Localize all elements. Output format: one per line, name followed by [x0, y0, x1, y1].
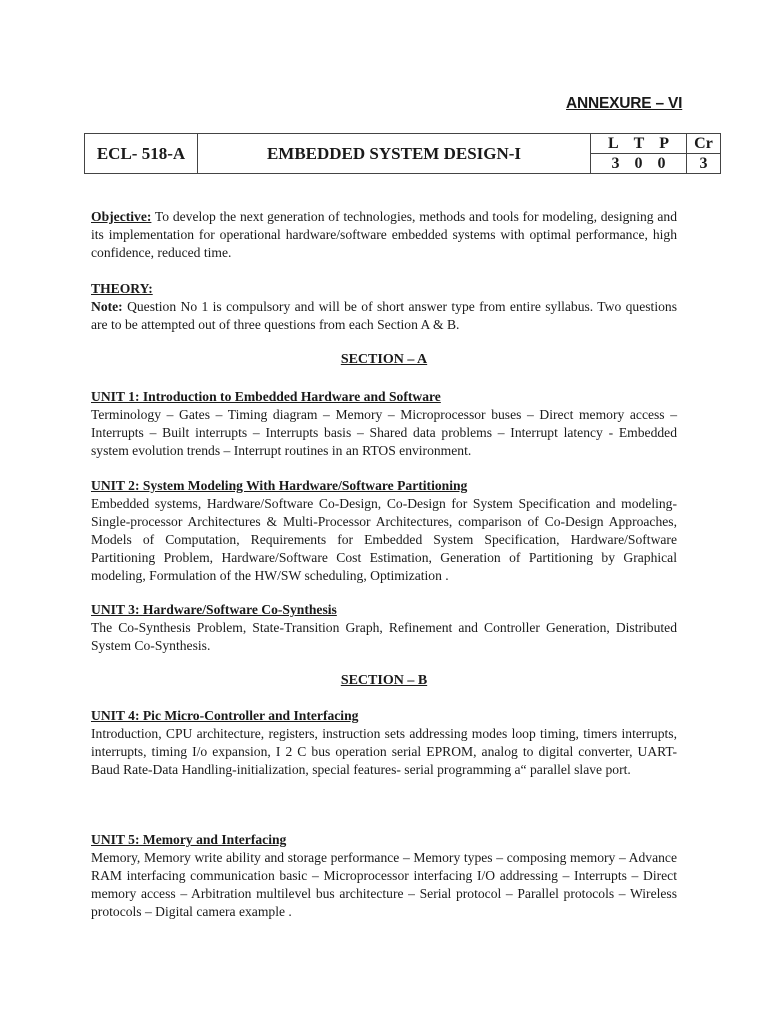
theory-heading: THEORY: [91, 281, 153, 296]
ltp-header-p: P [659, 134, 670, 152]
unit-2-title: UNIT 2: System Modeling With Hardware/Software Partitioning [91, 478, 468, 493]
objective-label: Objective: [91, 209, 152, 224]
note-paragraph [91, 298, 677, 334]
unit-1-body: Terminology – Gates – Timing diagram – Memory – Microprocessor buses – Direct memory access – Interrupts – Built interrupts – Interrupts basis – Shared data problems – Interrupt latency - Embedded system evolution trends – Interrupt routines in an RTOS environment. [91, 407, 677, 458]
course-code: ECL- 518-A [85, 134, 198, 174]
cr-header: Cr [687, 134, 721, 154]
unit-3-title: UNIT 3: Hardware/Software Co-Synthesis [91, 602, 337, 617]
ltp-header [591, 134, 687, 154]
course-title: EMBEDDED SYSTEM DESIGN-I [198, 134, 591, 174]
ltp-value-p: 0 [657, 154, 666, 172]
unit-4-title: UNIT 4: Pic Micro-Controller and Interfacing [91, 708, 359, 723]
note-label: Note: [91, 299, 123, 314]
unit-5-body: Memory, Memory write ability and storage performance – Memory types – composing memory – Advance RAM interfacing communication basic – Microprocessor interfacing I/O addressing – Interrupts – Direct memory access – Arbitration multilevel bus architecture – Serial protocol – Parallel protocols – Wireless protocols – Digital camera example . [91, 850, 677, 919]
unit-1 [91, 388, 677, 460]
course-table [84, 133, 721, 174]
ltp-value-l: 3 [611, 154, 620, 172]
ltp-values [591, 154, 687, 174]
unit-3-body: The Co-Synthesis Problem, State-Transition Graph, Refinement and Controller Generation, Distributed System Co-Synthesis. [91, 620, 677, 653]
section-a-heading: SECTION – A [340, 352, 428, 367]
unit-4 [91, 707, 677, 779]
objective-text: To develop the next generation of technologies, methods and tools for modeling, designing and its implementation for operational hardware/software embedded systems with optimal performance, high confidence, reduced time. [91, 209, 677, 260]
unit-4-body: Introduction, CPU architecture, registers, instruction sets addressing modes loop timing, timers interrupts, interrupts, timing I/o expansion, I 2 C bus operation serial EPROM, analog to digital converter, UART-Baud Rate-Data Handling-initialization, special features- serial programming a“ parallel slave port. [91, 726, 677, 777]
ltp-value-t: 0 [634, 154, 643, 172]
theory-block [91, 280, 677, 334]
unit-5-title: UNIT 5: Memory and Interfacing [91, 832, 287, 847]
unit-1-title: UNIT 1: Introduction to Embedded Hardware and Software [91, 389, 441, 404]
note-text: Question No 1 is compulsory and will be of short answer type from entire syllabus. Two questions are to be attempted out of three questions from each Section A & B. [91, 299, 677, 332]
unit-3 [91, 601, 677, 655]
cr-value: 3 [687, 154, 721, 174]
ltp-header-t: T [633, 134, 645, 152]
unit-2-body: Embedded systems, Hardware/Software Co-Design, Co-Design for System Specification and modeling- Single-processor Architectures & Multi-Processor Architectures, comparison of Co-Design Approaches, Models of Computation, Requirements for Embedded System Specification, Hardware/Software Partitioning Problem, Hardware/Software Cost Estimation, Generation of Partitioning by Graphical modeling, Formulation of the HW/SW scheduling, Optimization . [91, 496, 677, 583]
annexure-label: ANNEXURE – VI [566, 95, 683, 112]
ltp-header-l: L [607, 134, 619, 152]
unit-5 [91, 831, 677, 921]
section-b-heading: SECTION – B [340, 673, 428, 688]
objective-paragraph [91, 208, 677, 262]
unit-2 [91, 477, 677, 585]
